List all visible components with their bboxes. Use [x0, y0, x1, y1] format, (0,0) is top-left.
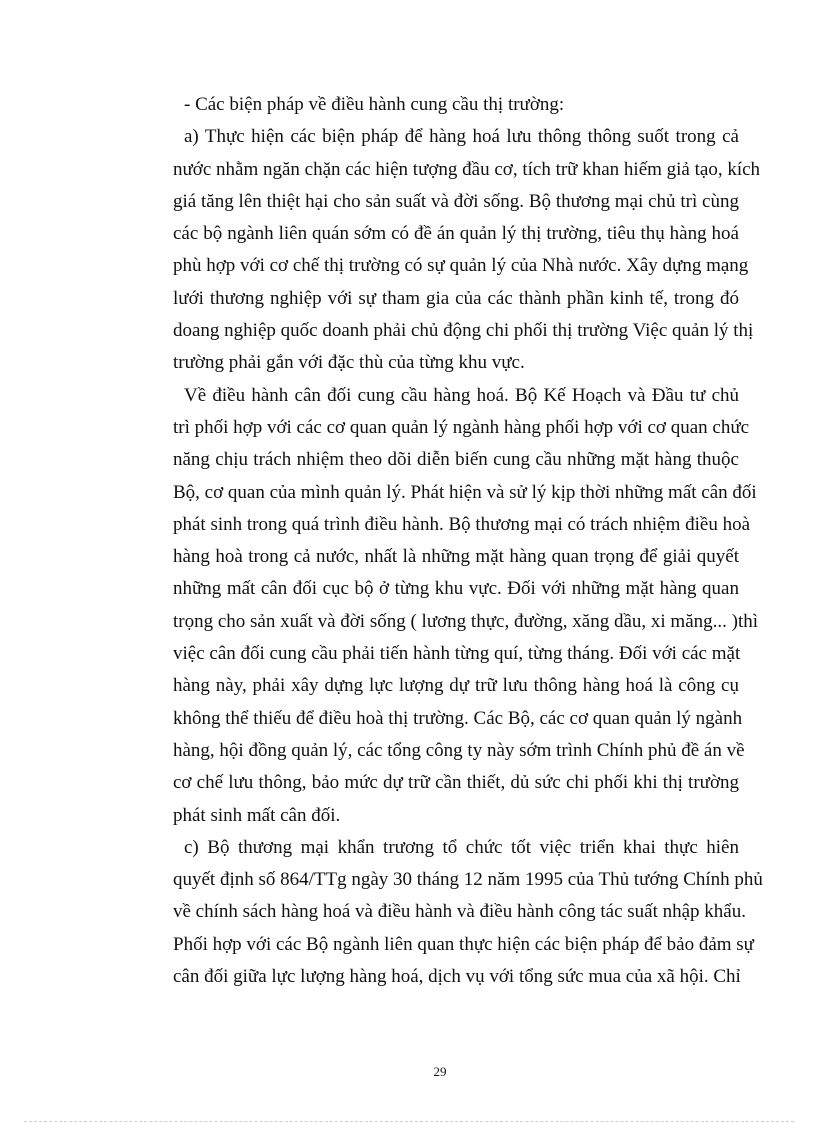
- text-line: a) Thực hiện các biện pháp để hàng hoá lưu thông thông suốt trong cả: [184, 126, 739, 148]
- text-line: doang nghiệp quốc doanh phải chủ động chi phối thị trường Việc quản lý thị: [173, 320, 754, 342]
- text-line: những mất cân đối cục bộ ở từng khu vực. Đối với những mặt hàng quan: [173, 578, 739, 600]
- text-line: trường phải gắn với đặc thù của từng khu vực.: [173, 352, 525, 374]
- text-line: giá tăng lên thiệt hại cho sản suất và đời sống. Bộ thương mại chủ trì cùng: [173, 190, 739, 212]
- text-line: trì phối hợp với các cơ quan quản lý ngành hàng phối hợp với cơ quan chức: [173, 416, 750, 438]
- text-line: quyết định số 864/TTg ngày 30 tháng 12 năm 1995 của Thủ tướng Chính phủ: [173, 869, 763, 891]
- text-line: nước nhằm ngăn chặn các hiện tượng đầu cơ, tích trữ khan hiếm giả tạo, kích: [173, 158, 761, 180]
- text-line: phát sinh trong quá trình điều hành. Bộ thương mại có trách nhiệm điều hoà: [173, 513, 751, 535]
- page-bottom-divider: [24, 1121, 794, 1122]
- text-line: phát sinh mất cân đối.: [173, 804, 341, 826]
- text-line: năng chịu trách nhiệm theo dõi diễn biến cung cầu những mặt hàng thuộc: [173, 449, 739, 471]
- text-line: cơ chế lưu thông, bảo mức dự trữ cần thiết, dủ sức chi phối khi thị trường: [173, 772, 739, 794]
- text-line: cân đối giữa lực lượng hàng hoá, dịch vụ với tổng sức mua của xã hội. Chỉ: [173, 966, 741, 988]
- text-line: về chính sách hàng hoá và điều hành và điều hành công tác suất nhập khẩu.: [173, 901, 746, 923]
- text-line: Về điều hành cân đối cung cầu hàng hoá. Bộ Kế Hoạch và Đầu tư chủ: [184, 384, 739, 406]
- text-line: trọng cho sản xuất và đời sống ( lương thực, đường, xăng dầu, xi măng... )thì: [173, 610, 759, 632]
- text-line: các bộ ngành liên quán sớm có đề án quản lý thị trường, tiêu thụ hàng hoá: [173, 223, 739, 245]
- text-line: - Các biện pháp về điều hành cung cầu thị trường:: [184, 94, 565, 115]
- text-line: hàng này, phải xây dựng lực lượng dự trữ lưu thông hàng hoá là công cụ: [173, 675, 739, 697]
- text-line: hàng, hội đồng quản lý, các tổng công ty này sớm trình Chính phủ đề án về: [173, 739, 745, 761]
- text-line: Bộ, cơ quan của mình quản lý. Phát hiện và sử lý kịp thời những mất cân đối: [173, 481, 757, 503]
- text-line: lưới thương nghiệp với sự tham gia của các thành phần kinh tế, trong đó: [173, 287, 739, 309]
- text-line: Phối hợp với các Bộ ngành liên quan thực hiện các biện pháp để bảo đảm sự: [173, 933, 754, 955]
- text-line: c) Bộ thương mại khẩn trương tổ chức tốt việc triển khai thực hiên: [184, 836, 739, 858]
- text-line: hàng hoà trong cả nước, nhất là những mặt hàng quan trọng để giải quyết: [173, 546, 739, 568]
- text-line: phù hợp với cơ chế thị trường có sự quản lý của Nhà nước. Xây dựng mạng: [173, 255, 749, 277]
- page-number: 29: [433, 1064, 447, 1079]
- text-line: không thể thiếu để điều hoà thị trường. Các Bộ, các cơ quan quản lý ngành: [173, 707, 743, 729]
- body-text: [173, 89, 763, 993]
- text-line: việc cân đối cung cầu phải tiến hành từng quí, từng tháng. Đối với các mặt: [173, 643, 741, 665]
